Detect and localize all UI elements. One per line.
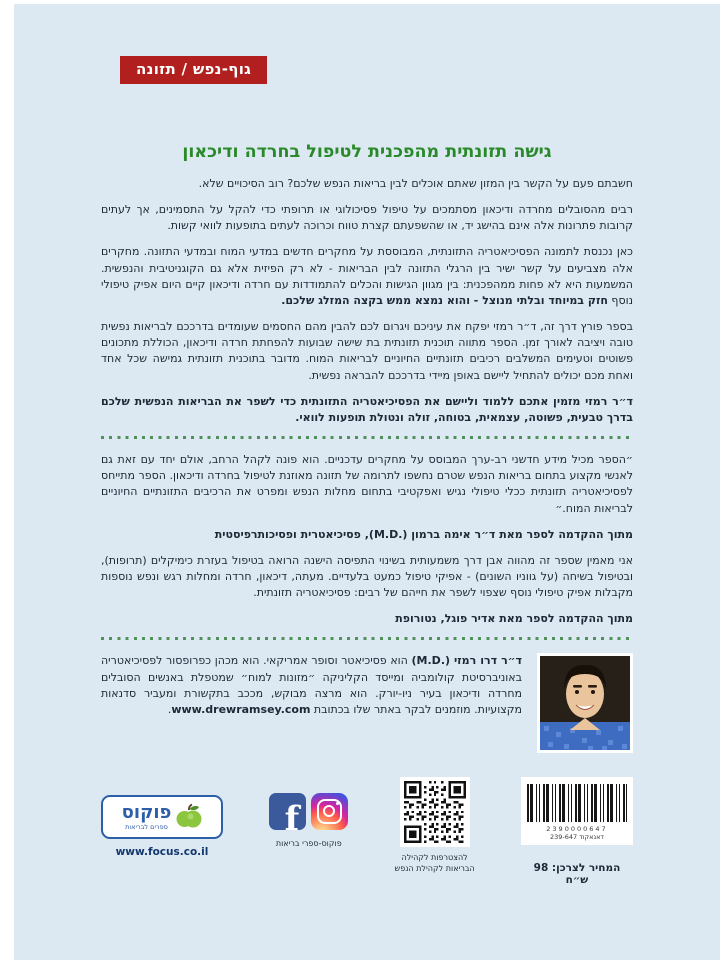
category-badge: גוף-נפש / תזונה [120, 56, 267, 84]
social-caption: פוקוס-ספרי בריאות [275, 839, 342, 849]
social-icons [269, 793, 348, 830]
headline: גישה תזונתית מהפכנית לטיפול בחרדה ודיכאון [182, 142, 552, 162]
publisher-tagline: ספרים לבריאות [125, 823, 168, 832]
publisher-name: פוקוס [121, 802, 172, 824]
intro-paragraph-2: רבים מהסובלים מחרדה ודיכאון מסתמכים על טיפול פסיכולוגי או תרופתי כדי להקל על התסמינים, אך לעתים קרובות פתרונות אלה אינם בהישג יד, או שהשפעתם קצרת טווח וכרוכה לעתים בתופעות לוואי קשות. [101, 203, 633, 233]
intro-paragraph-5: ד״ר רמזי מזמין אתכם ללמוד וליישם את הפסיכיאטריה התזונתית כדי לשפר את הבריאות הנפשית שלכם בדרך טבעית, פשוטה, עצמאית, בטוחה, זולה ונטולת תופעות לוואי. [101, 394, 633, 424]
qr-caption-line1: להצטרפות לקהילה [401, 853, 468, 863]
intro-paragraph-3-bold: חזק במיוחד ובלתי מנוצל - והוא נמצא ממש בקצה המזלג שלכם. [281, 293, 608, 307]
sentence-period: . [167, 702, 172, 716]
author-name: ד״ר דרו רמזי (.M.D) [411, 654, 522, 668]
barcode-danacode: דאנאקוד 239-647 [549, 833, 604, 842]
publisher-logo-text [122, 804, 172, 831]
author-bio-text: הוא פסיכיאטר וסופר אמריקאי. הוא מכהן כפרופסור לפסיכיאטריה באוניברסיטת קולומביה ומייסד הקליניקה ״מזונות למוח״ שמטפלת באנשים הסובלים מחרדה ודיכאון בעיר ניו-יורק. הוא מרצה מבוקש, מככב בתקשורת ומעביר סדנאות מקצועיות. מוזמנים לבקר באתר שלו בכתובת [101, 654, 522, 716]
intro-paragraph-4: בספר פורץ דרך זה, ד״ר רמזי יפקח את עיניכם ויגרום לכם להבין מהם החסמים שעומדים בדרככם לבריאות נפשית טובה ויציבה לאורך זמן. הספר מתווה תוכנית תזונתית בת שישה שבועות להפחתת חרדה ודיכאון, הכוללת מתכונים פשוטים וטעימים המשלבים רכיבים תזונתיים החיוניים לבריאות המוח. מדובר בתוכנית תזונתית גמישה שכל אחד ואחת מכם יכולים להתחיל ליישם באופן מיידי בדרככם להבראה נפשית. [101, 320, 633, 382]
price-label: המחיר לצרכן: 98 ש״ח [533, 862, 621, 887]
author-section [101, 653, 633, 753]
intro-paragraph-1: חשבתם פעם על הקשר בין המזון שאתם אוכלים לבין בריאות הנפש שלכם? רוב הסיכויים שלא. [198, 177, 633, 190]
publisher-block [101, 795, 223, 858]
category-badge-row [14, 4, 720, 84]
qr-code[interactable] [400, 777, 470, 847]
barcode [521, 777, 633, 845]
social-block [269, 793, 348, 848]
endorsement-quote-2: אני מאמין שספר זה מהווה אבן דרך משמעותית בשינוי התפיסה הישנה הרואה בטיפול בעזרת כימיקלים (תרופות), ובטיפול בשיחה (על גווניו השונים) - אפיקי טיפול כמעט בלעדיים. מעתה, דיכאון, חרדה ומחלות רגש ונפש נוספות מקבלות אפיק טיפולי נוסף שצפוי לשפר את חייהם של רבים: פסיכיאטריה תזונתית. [101, 553, 633, 600]
intro-paragraph-3 [101, 244, 633, 309]
instagram-icon[interactable] [311, 793, 348, 830]
endorsement-attribution-2: מתוך ההקדמה לספר מאת אדיר פוגל, נטורופת [395, 612, 633, 626]
intro-paragraph-3-text: כאן נכנסת לתמונה הפסיכיאטריה התזונתית, המבוססת על מחקרים חדשים במדעי המוח ובמדעי התזונה. מחקרים אלה מצביעים על קשר ישיר בין הרגלי התזונה לבין הבריאות - לא רק הפיזית אלא גם הקוגניטיבית והנפשית. המשמעות היא לא פחות ממהפכנית: בין מגוון הגישות והכלים להתמודדות עם חרדה ודיכאון קיים היום אפיק טיפולי נוסף [101, 245, 633, 307]
author-bio [101, 653, 522, 718]
publisher-website-link[interactable]: www.focus.co.il [115, 846, 209, 859]
author-photo [537, 653, 633, 753]
qr-caption [395, 853, 475, 875]
cover-background [14, 4, 720, 960]
barcode-block [521, 777, 633, 886]
qr-caption-line2: הבריאות לקהילת הנפש [394, 864, 475, 874]
back-cover-text [101, 176, 633, 886]
facebook-f-glyph: f [284, 799, 300, 831]
dotted-divider [101, 436, 633, 439]
author-website-link[interactable]: www.drewramsey.com [171, 702, 311, 716]
dotted-divider [101, 637, 633, 640]
apple-icon [176, 803, 202, 831]
qr-block [395, 777, 475, 875]
barcode-number: 2390000647 [546, 825, 608, 834]
barcode-bars [527, 784, 627, 822]
endorsement-attribution-1: מתוך ההקדמה לספר מאת ד״ר אימה ברמון (.M.D), פסיכיאטרית ופסיכותרפיסטית [214, 527, 633, 541]
facebook-icon[interactable] [269, 793, 306, 830]
publisher-logo [101, 795, 223, 839]
endorsement-quote-1: ״הספר מכיל מידע חדשני רב-ערך המבוסס על מחקרים עדכניים. הוא פונה לקהל הרחב, אולם יחד עם זאת גם לאנשי מקצוע בתחום בריאות הנפש שטרם נחשפו לתרומה של תזונה מאוזנת לטיפול בחרדה ודיכאון. הספר מתייחס לפסיכיאטריה תזונתית ככלי טיפולי נגיש ואפקטיבי בתחום מחלות הנפש ומפרט את הרכיבים התזונתיים החיוניים לבריאות המוח.״ [101, 453, 633, 515]
footer-row [101, 777, 633, 886]
